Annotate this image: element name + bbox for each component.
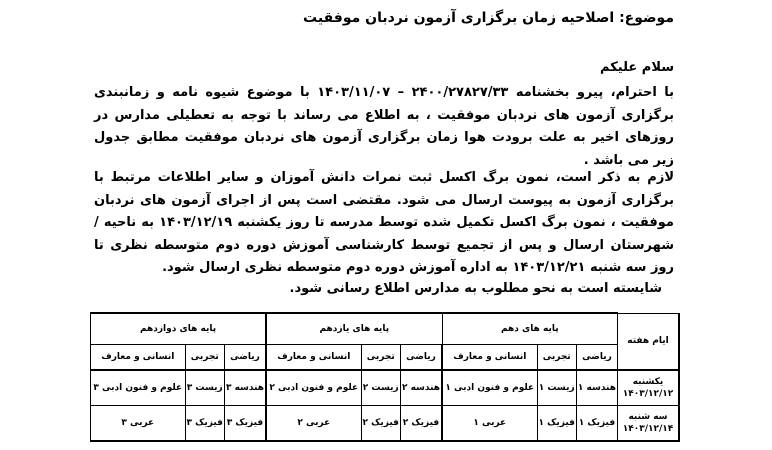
- exam-cell: علوم و فنون ادبی ۱: [442, 370, 537, 406]
- exam-cell: عربی ۲: [266, 406, 361, 442]
- exam-cell: زیست ۲: [361, 370, 400, 406]
- paragraph-2: لازم به ذکر است، نمون برگ اکسل ثبت نمرات دانش آموزان و سایر اطلاعات مرتبط با برگزاری آزمون به پیوست ارسال می شود. مقتضی است پس از اجرای آزمون های نردبان موفقیت ، نمون برگ اکسل تکمیل شده توسط مدرسه تا روز یکشنبه ۱۴۰۳/۱۲/۱۹ به ناحیه / شهرستان ارسال و پس از تجمیع توسط کارشناسی آموزش دوره دوم متوسطه نظری تا روز سه شنبه ۱۴۰۳/۱۲/۲۱ به اداره آموزش دوره دوم متوسطه نظری ارسال شود.: [94, 170, 674, 275]
- exam-cell: عربی ۱: [442, 406, 537, 442]
- paragraph-1: با احترام، پیرو بخشنامه ۲۴۰۰/۲۷۸۲۷/۳۳ – ۱۴۰۳/۱۱/۰۷ با موضوع شیوه نامه و زمانبندی برگزاری آزمون های نردبان موفقیت ، به اطلاع می رساند با توجه به تعطیلی مدارس در روزهای اخیر به علت برودت هوا زمان برگزاری آزمون های نردبان موفقیت مطابق جدول زیر می باشد .: [94, 85, 674, 168]
- day-name: یکشنبه: [632, 377, 664, 387]
- exam-cell: فیزیک ۳: [185, 406, 224, 442]
- letter-subject: موضوع: اصلاحیه زمان برگزاری آزمون نردبان موفقیت: [303, 10, 674, 26]
- grade-header-12: پایه های دوازدهم: [91, 313, 267, 345]
- grade-header-10: پایه های دهم: [442, 313, 617, 345]
- day-header: ایام هفته: [618, 313, 680, 370]
- exam-cell: علوم و فنون ادبی ۳: [91, 370, 186, 406]
- exam-schedule-table: [90, 312, 680, 442]
- exam-cell: فیزیک ۳: [224, 406, 266, 442]
- exam-cell: هندسه ۲: [400, 370, 442, 406]
- greeting: سلام علیکم: [600, 60, 674, 75]
- day-cell: [618, 406, 680, 442]
- field-header: انسانی و معارف: [91, 345, 186, 371]
- exam-cell: علوم و فنون ادبی ۲: [266, 370, 361, 406]
- field-header: تجربی: [361, 345, 400, 371]
- exam-cell: هندسه ۱: [576, 370, 617, 406]
- table-row: [91, 370, 680, 406]
- field-header: تجربی: [185, 345, 224, 371]
- field-header: ریاضی: [400, 345, 442, 371]
- field-header: انسانی و معارف: [266, 345, 361, 371]
- field-header: ریاضی: [576, 345, 617, 371]
- exam-cell: زیست ۱: [537, 370, 576, 406]
- day-date: ۱۴۰۳/۱۲/۱۲: [622, 389, 674, 399]
- day-name: سه شنبه: [628, 412, 668, 422]
- exam-cell: هندسه ۳: [224, 370, 266, 406]
- field-header: ریاضی: [224, 345, 266, 371]
- exam-cell: فیزیک ۱: [537, 406, 576, 442]
- exam-cell: فیزیک ۲: [400, 406, 442, 442]
- exam-cell: فیزیک ۱: [576, 406, 617, 442]
- field-header: انسانی و معارف: [442, 345, 537, 371]
- grade-header-11: پایه های یازدهم: [266, 313, 442, 345]
- exam-cell: فیزیک ۲: [361, 406, 400, 442]
- paragraph-3: شایسته است به نحو مطلوب به مدارس اطلاع رسانی شود.: [289, 281, 662, 296]
- day-date: ۱۴۰۳/۱۲/۱۴: [622, 424, 674, 434]
- exam-cell: زیست ۳: [185, 370, 224, 406]
- day-cell: [618, 370, 680, 406]
- table-row: [91, 406, 680, 442]
- exam-cell: عربی ۳: [91, 406, 186, 442]
- field-header: تجربی: [537, 345, 576, 371]
